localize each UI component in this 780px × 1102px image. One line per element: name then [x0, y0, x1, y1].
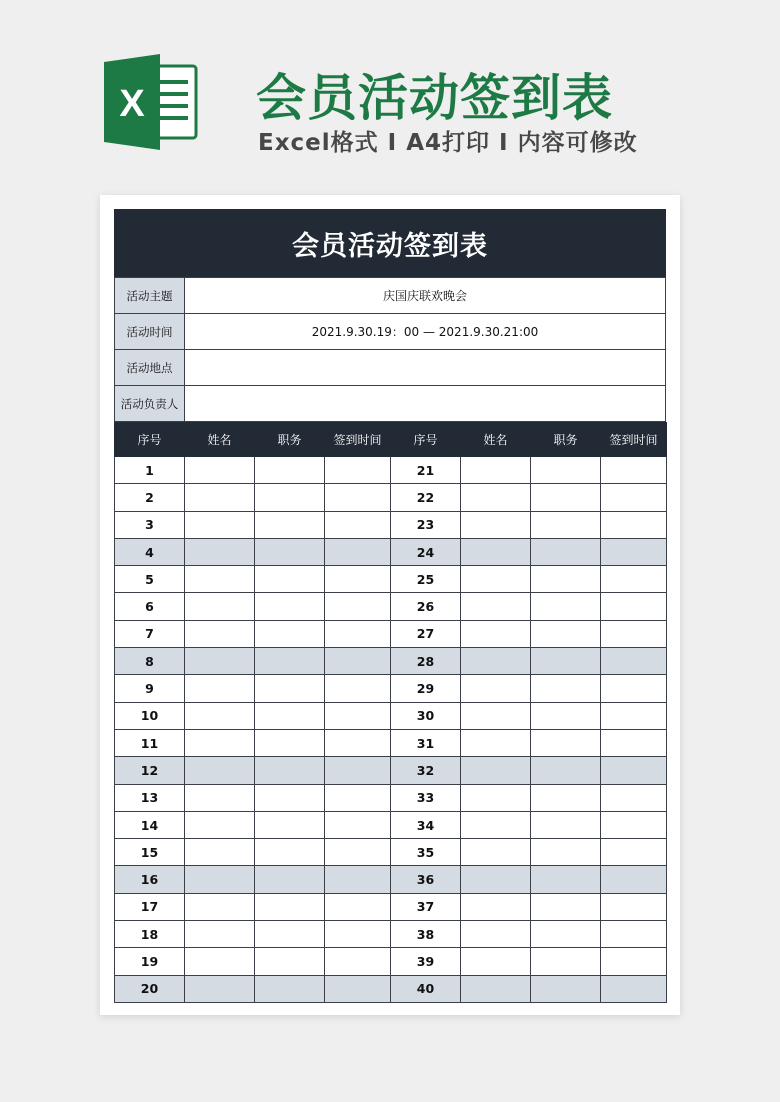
entry-cell[interactable]: [531, 784, 601, 811]
entry-cell[interactable]: [601, 811, 667, 838]
entry-cell[interactable]: [255, 811, 325, 838]
row-number: 16: [115, 866, 185, 893]
entry-cell[interactable]: [255, 839, 325, 866]
entry-cell[interactable]: [255, 921, 325, 948]
entry-cell[interactable]: [185, 538, 255, 565]
entry-cell[interactable]: [185, 757, 255, 784]
entry-cell[interactable]: [255, 620, 325, 647]
entry-cell[interactable]: [255, 511, 325, 538]
entry-cell[interactable]: [185, 975, 255, 1002]
column-header: 职务: [255, 423, 325, 457]
entry-cell[interactable]: [325, 457, 391, 484]
table-row: [115, 729, 667, 756]
entry-cell[interactable]: [531, 948, 601, 975]
entry-cell[interactable]: [255, 702, 325, 729]
entry-cell[interactable]: [185, 702, 255, 729]
event-info-table: [114, 277, 666, 422]
entry-cell[interactable]: [185, 921, 255, 948]
row-number: 22: [391, 484, 461, 511]
column-header: 姓名: [461, 423, 531, 457]
row-number: 6: [115, 593, 185, 620]
row-number: 24: [391, 538, 461, 565]
entry-cell[interactable]: [531, 538, 601, 565]
entry-cell[interactable]: [185, 729, 255, 756]
row-number: 5: [115, 566, 185, 593]
info-row: [115, 278, 666, 314]
table-row: [115, 921, 667, 948]
entry-cell[interactable]: [325, 538, 391, 565]
row-number: 18: [115, 921, 185, 948]
entry-cell[interactable]: [461, 811, 531, 838]
row-number: 10: [115, 702, 185, 729]
entry-cell[interactable]: [461, 675, 531, 702]
entry-cell[interactable]: [601, 866, 667, 893]
entry-cell[interactable]: [255, 975, 325, 1002]
info-label: 活动主题: [115, 278, 185, 314]
banner-title: 会员活动签到表: [256, 69, 613, 127]
row-number: 19: [115, 948, 185, 975]
entry-cell[interactable]: [255, 729, 325, 756]
row-number: 31: [391, 729, 461, 756]
entry-cell[interactable]: [531, 975, 601, 1002]
row-number: 9: [115, 675, 185, 702]
entry-cell[interactable]: [325, 484, 391, 511]
table-row: [115, 702, 667, 729]
column-header: 姓名: [185, 423, 255, 457]
entry-cell[interactable]: [325, 566, 391, 593]
entry-cell[interactable]: [255, 866, 325, 893]
info-label: 活动负责人: [115, 386, 185, 422]
row-number: 11: [115, 729, 185, 756]
row-number: 40: [391, 975, 461, 1002]
entry-cell[interactable]: [601, 729, 667, 756]
row-number: 7: [115, 620, 185, 647]
row-number: 28: [391, 648, 461, 675]
entry-cell[interactable]: [461, 620, 531, 647]
table-row: [115, 538, 667, 565]
row-number: 25: [391, 566, 461, 593]
row-number: 27: [391, 620, 461, 647]
info-value-cell[interactable]: [185, 350, 666, 386]
entry-cell[interactable]: [531, 811, 601, 838]
entry-cell[interactable]: [531, 593, 601, 620]
entry-cell[interactable]: [185, 566, 255, 593]
entry-cell[interactable]: [255, 593, 325, 620]
row-number: 4: [115, 538, 185, 565]
entry-cell[interactable]: [461, 511, 531, 538]
row-number: 8: [115, 648, 185, 675]
entry-cell[interactable]: [255, 566, 325, 593]
entry-cell[interactable]: [255, 757, 325, 784]
entry-cell[interactable]: [531, 702, 601, 729]
entry-cell[interactable]: [531, 729, 601, 756]
info-row: [115, 350, 666, 386]
entry-cell[interactable]: [531, 484, 601, 511]
table-header-row: [115, 423, 667, 457]
entry-cell[interactable]: [255, 457, 325, 484]
entry-cell[interactable]: [601, 538, 667, 565]
row-number: 20: [115, 975, 185, 1002]
entry-cell[interactable]: [601, 648, 667, 675]
table-row: [115, 811, 667, 838]
row-number: 13: [115, 784, 185, 811]
entry-cell[interactable]: [601, 893, 667, 920]
entry-cell[interactable]: [325, 729, 391, 756]
template-banner: [0, 0, 780, 190]
table-row: [115, 975, 667, 1002]
table-row: [115, 784, 667, 811]
logo-letter: X: [119, 83, 145, 125]
entry-cell[interactable]: [461, 839, 531, 866]
entry-cell[interactable]: [461, 948, 531, 975]
entry-cell[interactable]: [461, 538, 531, 565]
entry-cell[interactable]: [461, 702, 531, 729]
row-number: 36: [391, 866, 461, 893]
entry-cell[interactable]: [185, 784, 255, 811]
entry-cell[interactable]: [325, 702, 391, 729]
info-value-cell[interactable]: [185, 386, 666, 422]
entry-cell[interactable]: [325, 921, 391, 948]
row-number: 30: [391, 702, 461, 729]
info-row: [115, 386, 666, 422]
entry-cell[interactable]: [255, 893, 325, 920]
entry-cell[interactable]: [255, 948, 325, 975]
entry-cell[interactable]: [325, 811, 391, 838]
entry-cell[interactable]: [325, 757, 391, 784]
entry-cell[interactable]: [601, 620, 667, 647]
entry-cell[interactable]: [461, 757, 531, 784]
row-number: 3: [115, 511, 185, 538]
entry-cell[interactable]: [461, 566, 531, 593]
entry-cell[interactable]: [461, 484, 531, 511]
entry-cell[interactable]: [185, 593, 255, 620]
info-label: 活动时间: [115, 314, 185, 350]
row-number: 35: [391, 839, 461, 866]
entry-cell[interactable]: [531, 757, 601, 784]
entry-cell[interactable]: [325, 620, 391, 647]
entry-cell[interactable]: [255, 484, 325, 511]
row-number: 1: [115, 457, 185, 484]
entry-cell[interactable]: [461, 975, 531, 1002]
table-row: [115, 593, 667, 620]
sheet-title: 会员活动签到表: [114, 209, 666, 277]
entry-cell[interactable]: [531, 675, 601, 702]
entry-cell[interactable]: [185, 866, 255, 893]
entry-cell[interactable]: [325, 975, 391, 1002]
table-row: [115, 866, 667, 893]
entry-cell[interactable]: [461, 729, 531, 756]
entry-cell[interactable]: [185, 620, 255, 647]
entry-cell[interactable]: [185, 648, 255, 675]
entry-cell[interactable]: [255, 784, 325, 811]
table-row: [115, 511, 667, 538]
info-row: [115, 314, 666, 350]
info-value-cell[interactable]: 2021.9.30.19：00 — 2021.9.30.21:00: [185, 314, 666, 350]
entry-cell[interactable]: [185, 948, 255, 975]
row-number: 14: [115, 811, 185, 838]
entry-cell[interactable]: [185, 484, 255, 511]
entry-cell[interactable]: [601, 784, 667, 811]
column-header: 签到时间: [325, 423, 391, 457]
entry-cell[interactable]: [461, 921, 531, 948]
entry-cell[interactable]: [185, 457, 255, 484]
entry-cell[interactable]: [185, 811, 255, 838]
column-header: 签到时间: [601, 423, 667, 457]
signin-sheet: [114, 209, 666, 1003]
entry-cell[interactable]: [325, 593, 391, 620]
entry-cell[interactable]: [601, 593, 667, 620]
table-row: [115, 893, 667, 920]
row-number: 23: [391, 511, 461, 538]
entry-cell[interactable]: [531, 921, 601, 948]
entry-cell[interactable]: [325, 784, 391, 811]
excel-logo-icon: [100, 52, 200, 152]
row-number: 21: [391, 457, 461, 484]
entry-cell[interactable]: [185, 839, 255, 866]
banner-subtitle: Excel格式 Ⅰ A4打印 Ⅰ 内容可修改: [258, 130, 638, 156]
entry-cell[interactable]: [601, 702, 667, 729]
entry-cell[interactable]: [531, 839, 601, 866]
entry-cell[interactable]: [325, 648, 391, 675]
entry-cell[interactable]: [461, 593, 531, 620]
entry-cell[interactable]: [601, 839, 667, 866]
entry-cell[interactable]: [531, 511, 601, 538]
entry-cell[interactable]: [461, 893, 531, 920]
table-row: [115, 948, 667, 975]
table-row: [115, 566, 667, 593]
entry-cell[interactable]: [325, 839, 391, 866]
entry-cell[interactable]: [255, 538, 325, 565]
entry-cell[interactable]: [531, 648, 601, 675]
entry-cell[interactable]: [255, 675, 325, 702]
row-number: 38: [391, 921, 461, 948]
row-number: 2: [115, 484, 185, 511]
entry-cell[interactable]: [185, 675, 255, 702]
entry-cell[interactable]: [601, 457, 667, 484]
document-page: [100, 195, 680, 1015]
row-number: 26: [391, 593, 461, 620]
entry-cell[interactable]: [185, 511, 255, 538]
row-number: 29: [391, 675, 461, 702]
entry-cell[interactable]: [601, 975, 667, 1002]
row-number: 37: [391, 893, 461, 920]
table-row: [115, 484, 667, 511]
table-row: [115, 839, 667, 866]
entry-cell[interactable]: [325, 948, 391, 975]
entry-cell[interactable]: [601, 566, 667, 593]
row-number: 17: [115, 893, 185, 920]
entry-cell[interactable]: [601, 757, 667, 784]
entry-cell[interactable]: [461, 784, 531, 811]
row-number: 34: [391, 811, 461, 838]
table-row: [115, 757, 667, 784]
row-number: 15: [115, 839, 185, 866]
entry-cell[interactable]: [325, 893, 391, 920]
entry-cell[interactable]: [461, 866, 531, 893]
row-number: 33: [391, 784, 461, 811]
entry-cell[interactable]: [461, 648, 531, 675]
entry-cell[interactable]: [531, 566, 601, 593]
entry-cell[interactable]: [461, 457, 531, 484]
entry-cell[interactable]: [325, 866, 391, 893]
info-value-cell[interactable]: 庆国庆联欢晚会: [185, 278, 666, 314]
entry-cell[interactable]: [325, 511, 391, 538]
entry-cell[interactable]: [601, 948, 667, 975]
column-header: 序号: [391, 423, 461, 457]
column-header: 职务: [531, 423, 601, 457]
entry-cell[interactable]: [601, 921, 667, 948]
entry-cell[interactable]: [601, 675, 667, 702]
column-header: 序号: [115, 423, 185, 457]
table-row: [115, 457, 667, 484]
entry-cell[interactable]: [601, 511, 667, 538]
table-row: [115, 648, 667, 675]
attendance-table: [114, 422, 667, 1003]
table-row: [115, 620, 667, 647]
entry-cell[interactable]: [325, 675, 391, 702]
row-number: 32: [391, 757, 461, 784]
entry-cell[interactable]: [601, 484, 667, 511]
entry-cell[interactable]: [531, 457, 601, 484]
row-number: 12: [115, 757, 185, 784]
row-number: 39: [391, 948, 461, 975]
entry-cell[interactable]: [185, 893, 255, 920]
entry-cell[interactable]: [531, 893, 601, 920]
table-row: [115, 675, 667, 702]
entry-cell[interactable]: [531, 620, 601, 647]
entry-cell[interactable]: [255, 648, 325, 675]
entry-cell[interactable]: [531, 866, 601, 893]
info-label: 活动地点: [115, 350, 185, 386]
